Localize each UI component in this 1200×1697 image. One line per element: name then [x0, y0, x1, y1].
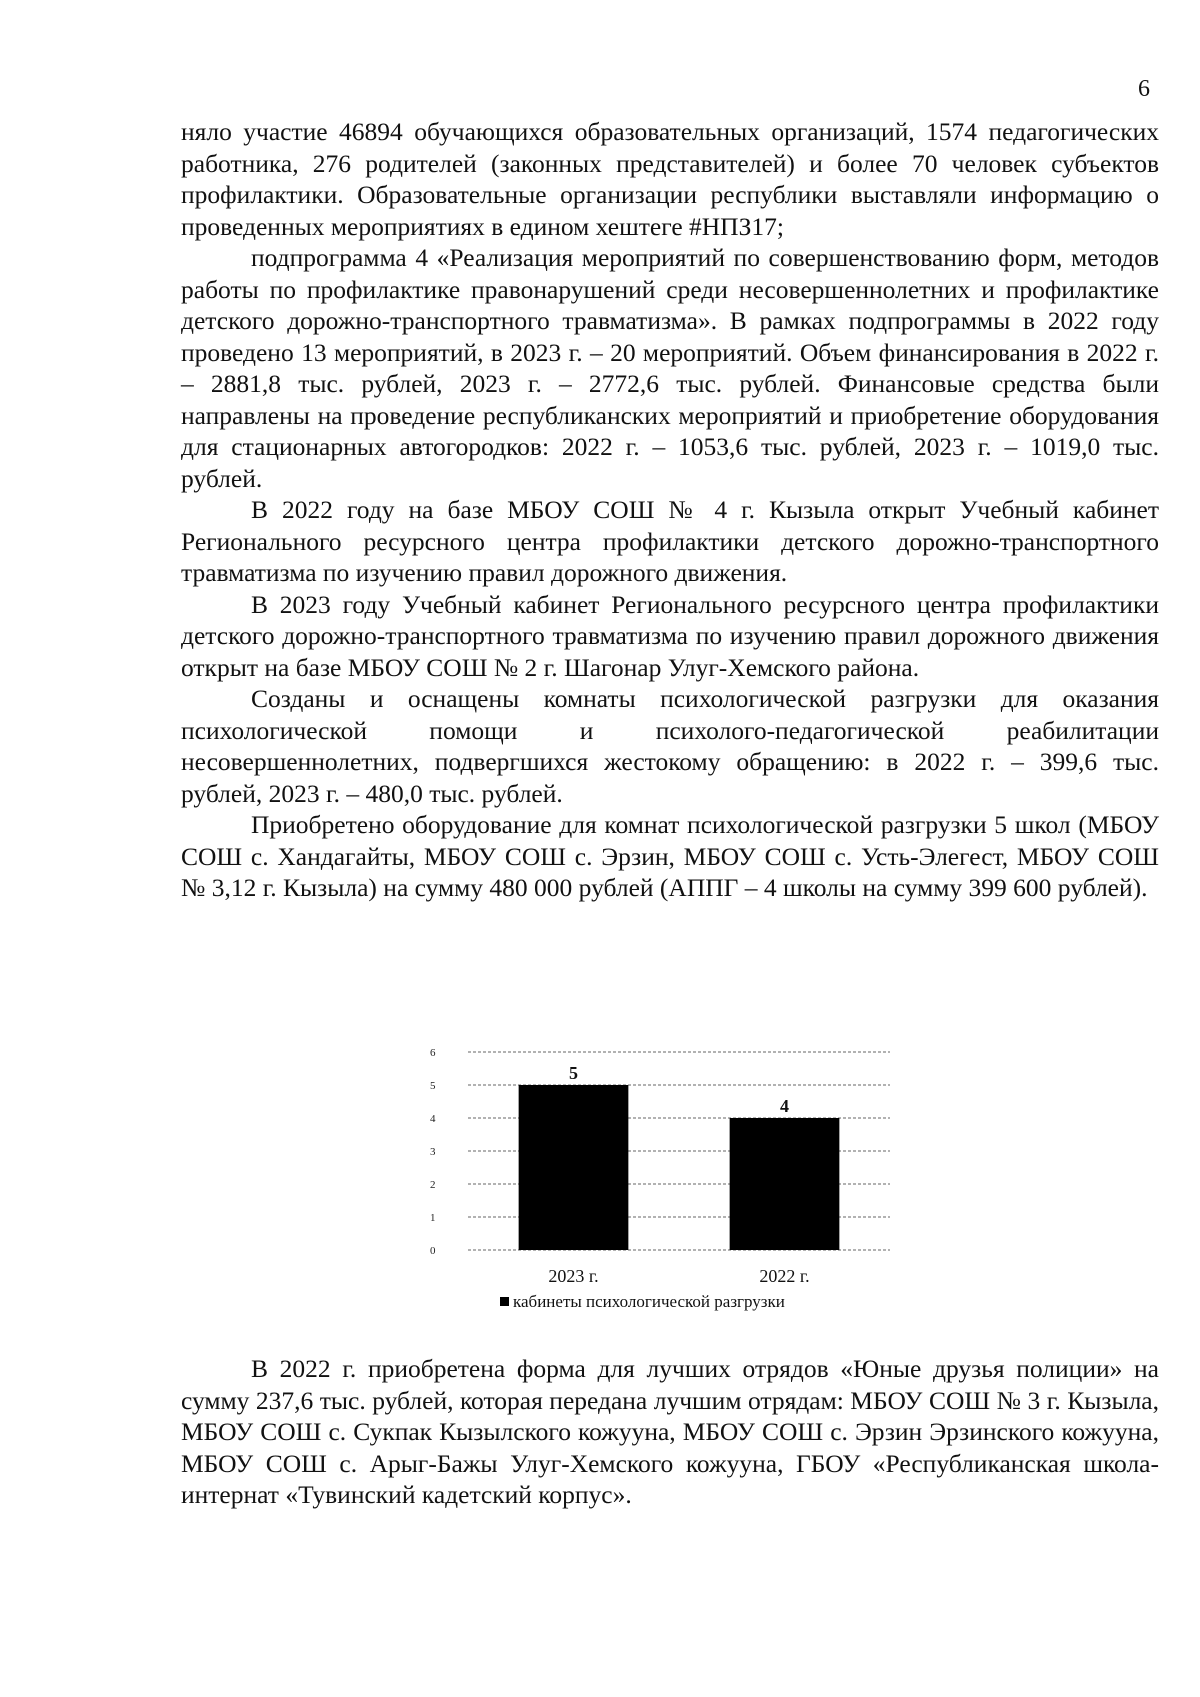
- data-label: 4: [780, 1096, 789, 1116]
- bar: [730, 1118, 840, 1250]
- document-body-bottom: [181, 1353, 1159, 1511]
- paragraph: В 2022 г. приобретена форма для лучших отрядов «Юные друзья полиции» на сумму 237,6 тыс. рублей, которая передана лучшим отрядам: МБОУ СОШ № 3 г. Кызыла, МБОУ СОШ с. Сукпак Кызылского кожууна, МБОУ СОШ с. Эрзин Эрзинского кожууна, МБОУ СОШ с. Арыг-Бажы Улуг-Хемского кожууна, ГБОУ «Республиканская школа-интернат «Тувинский кадетский корпус».: [181, 1354, 1159, 1509]
- x-tick-label: 2023 г.: [548, 1266, 599, 1286]
- y-tick-label: 0: [430, 1245, 436, 1257]
- bar-chart-svg: [430, 1040, 900, 1290]
- paragraph: В 2022 году на базе МБОУ СОШ № 4 г. Кызыла открыт Учебный кабинет Регионального ресурсного центра профилактики детского дорожно-транспортного травматизма по изучению правил дорожного движения.: [181, 495, 1159, 587]
- page-number: 6: [1138, 76, 1150, 102]
- y-tick-label: 5: [430, 1080, 436, 1092]
- paragraph: В 2023 году Учебный кабинет Регионального ресурсного центра профилактики детского дорожно-транспортного травматизма по изучению правил дорожного движения открыт на базе МБОУ СОШ № 2 г. Шагонар Улуг-Хемского района.: [181, 589, 1159, 682]
- x-tick-label: 2022 г.: [759, 1266, 810, 1286]
- y-tick-label: 2: [430, 1179, 436, 1191]
- paragraph: няло участие 46894 обучающихся образовательных организаций, 1574 педагогических работника, 276 родителей (законных представителей) и более 70 человек субъектов профилактики. Образовательные организации республики выставляли информацию о проведенных мероприятиях в едином хештеге #НПЗ17;: [181, 117, 1159, 241]
- y-tick-label: 4: [430, 1113, 436, 1125]
- y-tick-label: 6: [430, 1047, 436, 1059]
- bar: [519, 1085, 629, 1250]
- paragraph: Созданы и оснащены комнаты психологической разгрузки для оказания психологической помощи и психолого-педагогической реабилитации несовершеннолетних, подвергшихся жестокому обращению: в 2022 г. – 399,6 тыс. рублей, 2023 г. – 480,0 тыс. рублей.: [181, 684, 1159, 808]
- y-tick-label: 1: [430, 1212, 436, 1224]
- chart-legend: [500, 1292, 785, 1312]
- legend-label: кабинеты психологической разгрузки: [513, 1292, 785, 1311]
- document-body-top: [181, 116, 1159, 904]
- paragraph: подпрограмма 4 «Реализация мероприятий по совершенствованию форм, методов работы по профилактике правонарушений среди несовершеннолетних и профилактике детского дорожно-транспортного травматизма». В рамках подпрограммы в 2022 году проведено 13 мероприятий, в 2023 г. – 20 мероприятий. Объем финансирования в 2022 г. – 2881,8 тыс. рублей, 2023 г. – 2772,6 тыс. рублей. Финансовые средства были направлены на проведение республиканских мероприятий и приобретение оборудования для стационарных автогородков: 2022 г. – 1053,6 тыс. рублей, 2023 г. – 1019,0 тыс. рублей.: [181, 243, 1159, 493]
- bar-chart: [430, 1040, 900, 1330]
- data-label: 5: [569, 1063, 578, 1083]
- y-tick-label: 3: [430, 1146, 436, 1158]
- legend-swatch: [500, 1297, 509, 1306]
- paragraph: Приобретено оборудование для комнат психологической разгрузки 5 школ (МБОУ СОШ с. Хандагайты, МБОУ СОШ с. Эрзин, МБОУ СОШ с. Усть-Элегест, МБОУ СОШ № 3,12 г. Кызыла) на сумму 480 000 рублей (АППГ – 4 школы на сумму 399 600 рублей).: [181, 810, 1159, 902]
